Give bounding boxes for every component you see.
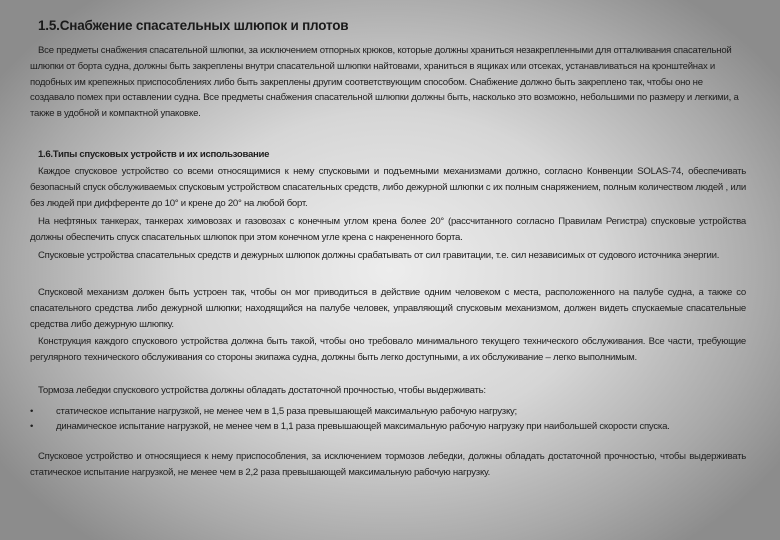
list-item-text: динамическое испытание нагрузкой, не менее чем в 1,1 раза превышающей максимальную рабочую нагрузку при наибольшей скорости спуска. — [56, 420, 670, 432]
paragraph-construction: Конструкция каждого спускового устройства должна быть такой, чтобы оно требовало минимального текущего технического обслуживания. Все части, требующие регулярного технического обслуживания со стороны экипажа судна, должны быть легко доступными, а их обслуживание – легко выполнимым. — [30, 336, 746, 363]
section-1-6-title: 1.6.Типы спусковых устройств и их использование — [38, 149, 270, 160]
section-1-5-title: 1.5.Снабжение спасательных шлюпок и плотов — [38, 18, 349, 33]
paragraph-launch-requirements: Каждое спусковое устройство со всеми относящимися к нему спусковыми и подъемными механизмами должно, согласно Конвенции SOLAS-74, обеспечивать безопасный спуск обслуживаемых спусковым устройством спасательных средств, либо дежурной шлюпки с их полным снаряжением, полным количеством людей , или без людей при дифференте до 10° и крене до 20° на любой борт. — [30, 166, 746, 209]
paragraph-mechanism: Спусковой механизм должен быть устроен так, чтобы он мог приводиться в действие одним человеком с места, расположенного на палубе судна, а также со спасательного средства либо дежурной шлюпки; находящийся на палубе человек, управляющий спусковым механизмом, должен видеть спускаемые спасательные средства либо дежурную шлюпку. — [30, 287, 746, 330]
paragraph-gravity: Спусковые устройства спасательных средств и дежурных шлюпок должны срабатывать от сил гравитации, т.е. сил независимых от судового источника энергии. — [38, 250, 720, 261]
paragraph-tankers: На нефтяных танкерах, танкерах химовозах и газовозах с конечным углом крена более 20° (рассчитанного согласно Правилам Регистра) спусковые устройства должны обеспечить спуск спасательных шлюпок при этом конечном угле крена с накрененного борта. — [30, 216, 746, 243]
list-item-text: статическое испытание нагрузкой, не менее чем в 1,5 раза превышающей максимальную рабочую нагрузку; — [56, 406, 517, 417]
list-item — [30, 420, 746, 435]
bullet-icon: • — [30, 406, 34, 417]
list-item — [30, 405, 746, 420]
paragraph-brakes: Тормоза лебедки спускового устройства должны обладать достаточной прочностью, чтобы выдерживать: — [38, 385, 486, 396]
bullet-icon: • — [30, 420, 34, 432]
section-1-5-paragraph: Все предметы снабжения спасательной шлюпки, за исключением отпорных крюков, которые должны храниться незакрепленными для отталкивания спасательной шлюпки от борта судна, должны быть закреплены внутри спасательной шлюпки найтовами, храниться в ящиках или отсеках, устанавливаться на кронштейнах и подобных им крепежных приспособлениях либо быть закреплены другим соответствующим способом. Снабжение должно быть закреплено так, чтобы оно не создавало помех при оставлении судна. Все предметы снабжения спасательной шлюпки должны быть, насколько это возможно, небольшими по размеру и легкими, а также в удобной и компактной упаковке. — [30, 45, 739, 120]
brake-test-list — [30, 405, 746, 434]
paragraph-static-test: Спусковое устройство и относящиеся к нему приспособления, за исключением тормозов лебедки, должны обладать достаточной прочностью, чтобы выдерживать статическое испытание нагрузкой, не менее чем в 2,2 раза превышающей максимальную рабочую нагрузку. — [30, 451, 746, 478]
